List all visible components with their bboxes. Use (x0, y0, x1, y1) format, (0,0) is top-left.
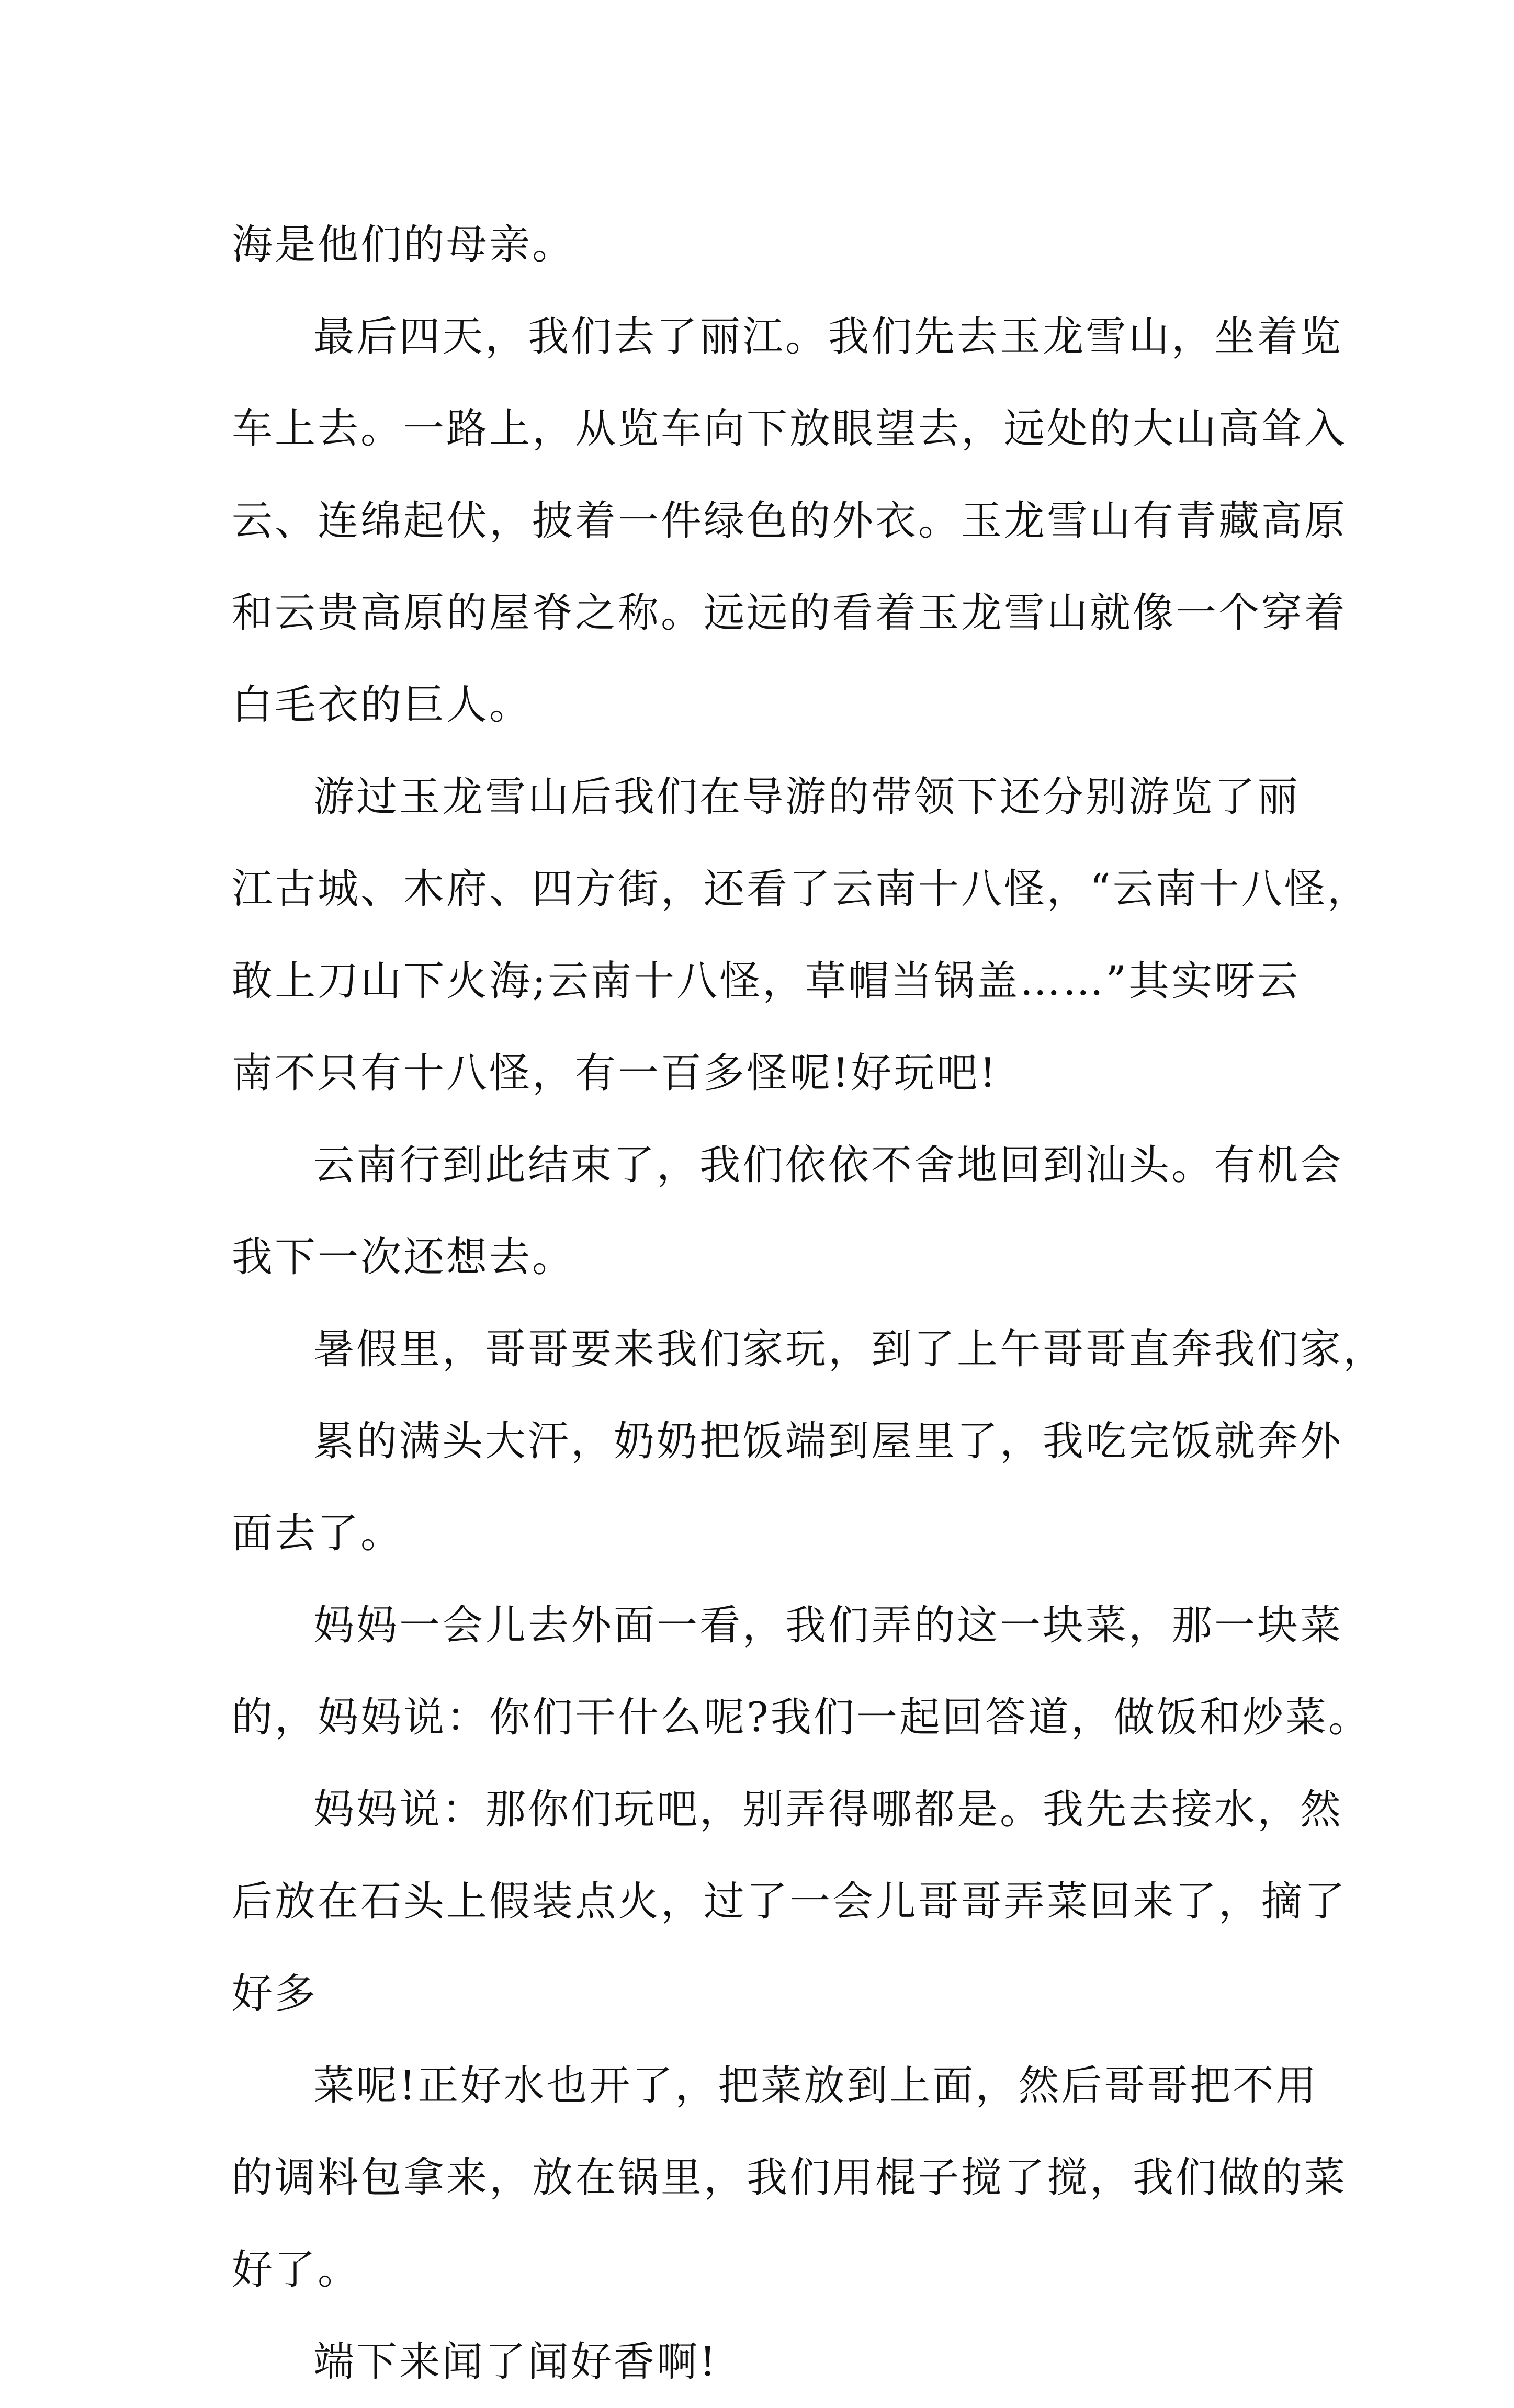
text-line: 云南行到此结束了，我们依依不舍地回到汕头。有机会 (313, 1142, 1343, 1189)
text-line: 好了。 (232, 2246, 361, 2293)
text-line: 和云贵高原的屋脊之称。远远的看着玉龙雪山就像一个穿着 (232, 589, 1348, 637)
text-line: 我下一次还想去。 (232, 1234, 575, 1281)
text-line: 车上去。一路上，从览车向下放眼望去，远处的大山高耸入 (232, 405, 1348, 452)
text-line: 敢上刀山下火海;云南十八怪，草帽当锅盖……”其实呀云 (232, 958, 1301, 1005)
text-line: 游过玉龙雪山后我们在导游的带领下还分别游览了丽 (313, 774, 1301, 821)
text-line: 面去了。 (232, 1510, 404, 1557)
text-line: 妈妈一会儿去外面一看，我们弄的这一块菜，那一块菜 (313, 1602, 1343, 1649)
document-body (232, 199, 1386, 2408)
text-line: 累的满头大汗，奶奶把饭端到屋里了，我吃完饭就奔外 (313, 1418, 1343, 1465)
text-line: 的，妈妈说：你们干什么呢?我们一起回答道，做饭和炒菜。 (232, 1694, 1371, 1741)
text-line: 好多 (232, 1970, 318, 2017)
text-line: 南不只有十八怪，有一百多怪呢!好玩吧! (232, 1050, 998, 1097)
text-line: 后放在石头上假装点火，过了一会儿哥哥弄菜回来了，摘了 (232, 1878, 1348, 1925)
text-line: 江古城、木府、四方街，还看了云南十八怪，“云南十八怪， (232, 866, 1370, 913)
text-line: 海是他们的母亲。 (232, 221, 575, 268)
text-line: 白毛衣的巨人。 (232, 681, 533, 729)
text-line: 最后四天，我们去了丽江。我们先去玉龙雪山，坐着览 (313, 313, 1343, 360)
text-line: 云、连绵起伏，披着一件绿色的外衣。玉龙雪山有青藏高原 (232, 497, 1348, 544)
text-line: 端下来闻了闻好香啊! (313, 2338, 718, 2386)
text-line: 暑假里，哥哥要来我们家玩，到了上午哥哥直奔我们家， (313, 1326, 1386, 1373)
text-line: 菜呢!正好水也开了，把菜放到上面，然后哥哥把不用 (313, 2062, 1319, 2109)
text-line: 的调料包拿来，放在锅里，我们用棍子搅了搅，我们做的菜 (232, 2154, 1348, 2201)
text-line: 妈妈说：那你们玩吧，别弄得哪都是。我先去接水，然 (313, 1786, 1343, 1833)
